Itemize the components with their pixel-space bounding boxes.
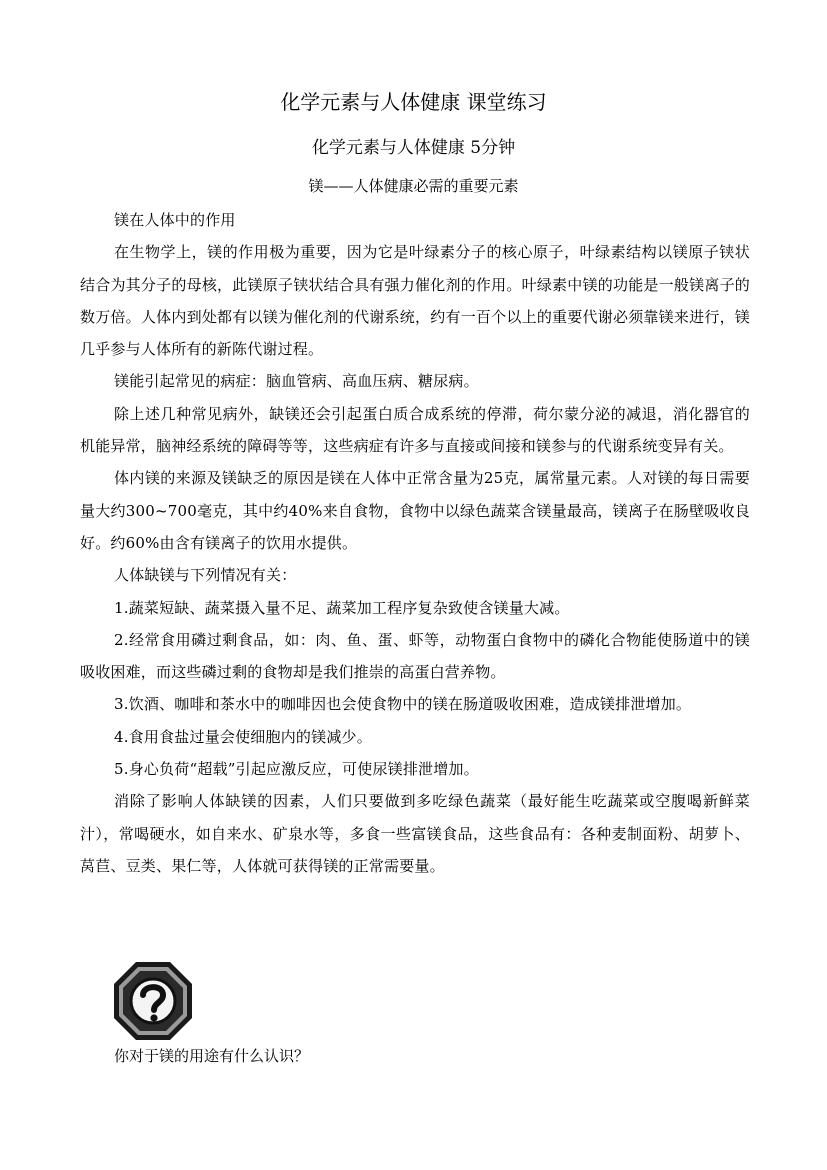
paragraph-heading: 镁在人体中的作用: [114, 211, 236, 229]
list-item: 4.食用食盐过量会使细胞内的镁减少。: [114, 727, 372, 746]
document-subtitle: 化学元素与人体健康 5分钟: [311, 138, 516, 158]
document-title: 化学元素与人体健康 课堂练习: [280, 90, 547, 114]
paragraph: 消除了影响人体缺镁的因素，人们只要做到多吃绿色蔬菜（最好能生吃蔬菜或空腹喝新鲜菜汁），常喝硬水，如自来水、矿泉水等，多食一些富镁食品，这些食品有：各种麦制面粉、胡萝卜、莴苣、豆类、果仁等，人体就可获得镁的正常需要量。: [80, 792, 750, 875]
list-item: 3.饮酒、咖啡和茶水中的咖啡因也会使食物中的镁在肠道吸收困难，造成镁排泄增加。: [114, 695, 692, 714]
list-item: 5.身心负荷“超载”引起应激反应，可使尿镁排泄增加。: [114, 760, 479, 779]
paragraph: 人体缺镁与下列情况有关：: [114, 566, 297, 585]
section-title: 镁——人体健康必需的重要元素: [308, 177, 519, 195]
list-item: 2.经常食用磷过剩食品，如：肉、鱼、蛋、虾等，动物蛋白食物中的磷化合物能使肠道中的镁吸收困难，而这些磷过剩的食物却是我们推崇的高蛋白营养物。: [80, 630, 750, 682]
paragraph: 体内镁的来源及镁缺乏的原因是镁在人体中正常含量为25克，属常量元素。人对镁的每日需要量大约300~700毫克，其中约40%来自食物，食物中以绿色蔬菜含镁量最高，镁离子在肠壁吸收良好。约60%由含有镁离子的饮用水提供。: [80, 469, 750, 552]
list-item: 1.蔬菜短缺、蔬菜摄入量不足、蔬菜加工程序复杂致使含镁量大减。: [114, 598, 570, 617]
paragraph: 除上述几种常见病外，缺镁还会引起蛋白质合成系统的停滞，荷尔蒙分泌的减退，消化器官的机能异常，脑神经系统的障碍等等，这些病症有许多与直接或间接和镁参与的代谢系统变异有关。: [80, 404, 750, 456]
question-mark-icon: [112, 960, 194, 1042]
body-text: [80, 204, 750, 882]
paragraph: 镁能引起常见的病症：脑血管病、高血压病、糖尿病。: [114, 372, 479, 391]
question-text: 你对于镁的用途有什么认识？: [114, 1047, 310, 1065]
paragraph: 在生物学上，镁的作用极为重要，因为它是叶绿素分子的核心原子，叶绿素结构以镁原子铗状结合为其分子的母核，此镁原子铗状结合具有强力催化剂的作用。叶绿素中镁的功能是一般镁离子的数万倍。人体内到处都有以镁为催化剂的代谢系统，约有一百个以上的重要代谢必须靠镁来进行，镁几乎参与人体所有的新陈代谢过程。: [80, 243, 750, 359]
